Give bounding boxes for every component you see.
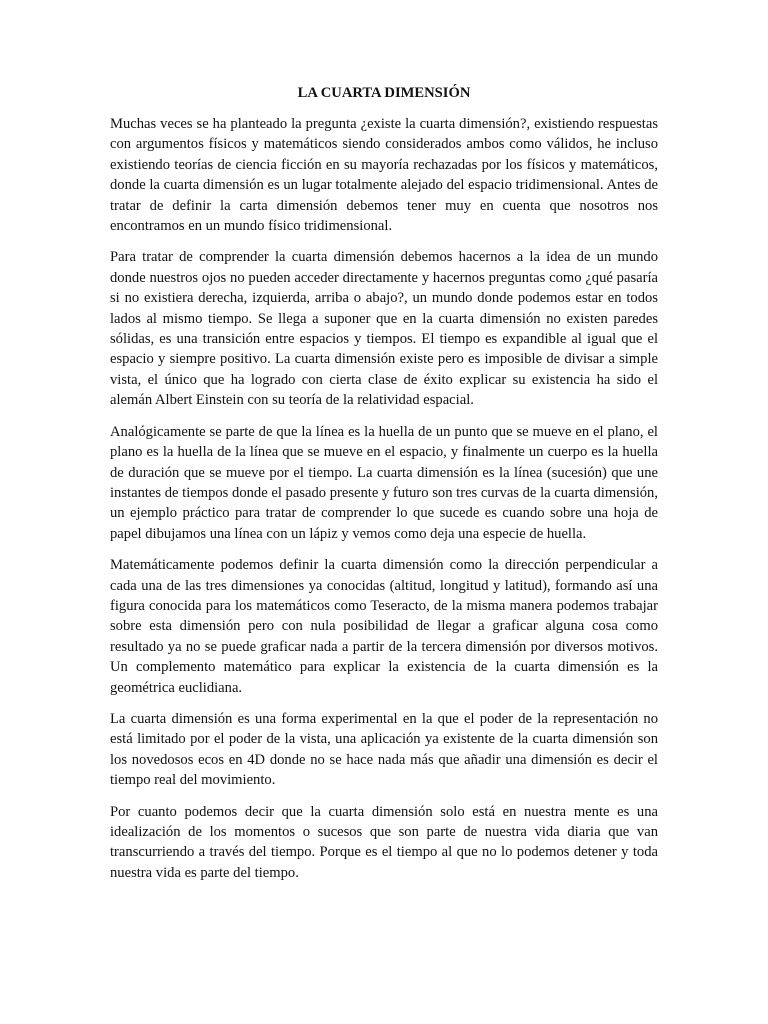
- paragraph-1: Muchas veces se ha planteado la pregunta ¿existe la cuarta dimensión?, existiendo respuestas con argumentos físicos y matemáticos siendo considerados ambos como válidos, he incluso existiendo teorías de ciencia ficción en su mayoría rechazadas por los físicos y matemáticos, donde la cuarta dimensión es un lugar totalmente alejado del espacio tridimensional. Antes de tratar de definir la carta dimensión debemos tener muy en cuenta que nosotros nos encontramos en un mundo físico tridimensional.: [110, 116, 658, 235]
- document-title: LA CUARTA DIMENSIÓN: [297, 85, 471, 101]
- paragraph-4: Matemáticamente podemos definir la cuarta dimensión como la dirección perpendicular a cada una de las tres dimensiones ya conocidas (altitud, longitud y latitud), formando así una figura conocida para los matemáticos como Teseracto, de la misma manera podemos trabajar sobre esta dimensión pero con nula posibilidad de llegar a graficar alguna cosa como resultado ya no se puede graficar nada a partir de la tercera dimensión por diversos motivos. Un complemento matemático para explicar la existencia de la cuarta dimensión es la geométrica euclidiana.: [110, 557, 658, 696]
- paragraph-6: Por cuanto podemos decir que la cuarta dimensión solo está en nuestra mente es una idealización de los momentos o sucesos que son parte de nuestra vida diaria que van transcurriendo a través del tiempo. Porque es el tiempo al que no lo podemos detener y toda nuestra vida es parte del tiempo.: [110, 803, 658, 881]
- paragraph-2: Para tratar de comprender la cuarta dimensión debemos hacernos a la idea de un mundo donde nuestros ojos no pueden acceder directamente y hacernos preguntas como ¿qué pasaría si no existiera derecha, izquierda, arriba o abajo?, un mundo donde podemos estar en todos lados al mismo tiempo. Se llega a suponer que en la cuarta dimensión no existen paredes sólidas, es una transición entre espacios y tiempos. El tiempo es expandible al igual que el espacio y siempre positivo. La cuarta dimensión existe pero es imposible de divisar a simple vista, el único que ha logrado con cierta clase de éxito explicar su existencia ha sido el alemán Albert Einstein con su teoría de la relatividad espacial.: [110, 249, 658, 409]
- paragraph-5: La cuarta dimensión es una forma experimental en la que el poder de la representación no está limitado por el poder de la vista, una aplicación ya existente de la cuarta dimensión son los novedosos ecos en 4D donde no se hace nada más que añadir una dimensión es decir el tiempo real del movimiento.: [110, 710, 658, 789]
- document-body: [110, 83, 658, 894]
- paragraph-3: Analógicamente se parte de que la línea es la huella de un punto que se mueve en el plano, el plano es la huella de la línea que se mueve en el espacio, y finalmente un cuerpo es la huella de duración que se mueve por el tiempo. La cuarta dimensión es la línea (sucesión) que une instantes de tiempos donde el pasado presente y futuro son tres curvas de la cuarta dimensión, un ejemplo práctico para tratar de comprender lo que sucede es cuando sobre una hoja de papel dibujamos una línea con un lápiz y vemos como deja una especie de huella.: [110, 423, 658, 542]
